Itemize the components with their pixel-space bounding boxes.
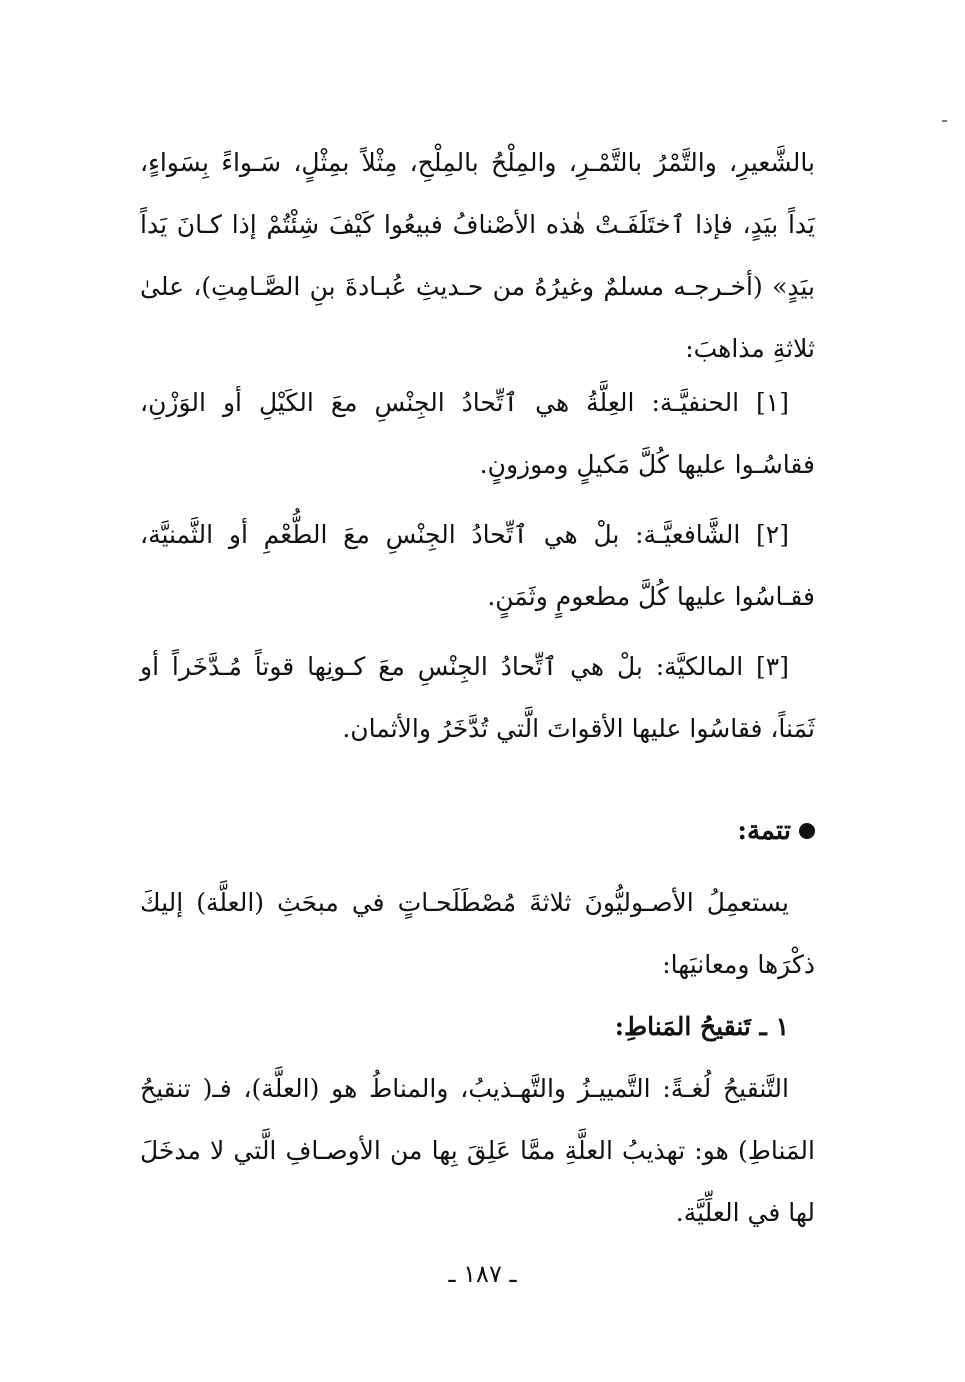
top-paragraph: بالشَّعيرِ، والتَّمْرُ بالتَّمْـرِ، والمِلْحُ بالمِلْحِ، مِثْلاً بمِثْلٍ، سَـواءً بِسَواءٍ، يَداً بيَدٍ، فإذا ٱختَلَفَـتْ هٰذه الأصْنافُ فبيعُوا كَيْفَ شِئْتُمْ إذا كـانَ يَداً بيَدٍ» (أخـرجـه مسلمٌ وغيرُهُ من حـديثِ عُبـادةَ بنِ الصَّـامِتِ)، علىٰ ثلاثةِ مذاهبَ: [140,148,815,363]
supplement-section [140,800,815,1244]
list-item-shafii: [٢] الشَّافعيَّـة: بلْ هي ٱتِّحادُ الجِنْسِ معَ الطُّعْمِ أو الثَّمنيَّة، فقـاسُوا عليها كُلَّ مطعومٍ وثَمَنٍ. [140,520,815,611]
supplement-intro: يستعمِلُ الأصـوليُّونَ ثلاثةَ مُصْطَلَحـاتٍ في مبحَثِ (العلَّة) إليكَ ذكْرَها ومعانيَها: [140,888,815,979]
list-item-maliki: [٣] المالكيَّة: بلْ هي ٱتِّحادُ الجِنْسِ معَ كـونِها قوتاً مُـدَّخَراً أو ثَمَناً، فقاسُوا عليها الأقواتَ الَّتي تُدَّخَرُ والأثمان. [140,652,815,743]
page-number: ـ ١٨٧ ـ [448,1260,517,1288]
scan-speck [942,120,947,122]
definition-paragraph: التَّنقيحُ لُغـةً: التَّمييـزُ والتَّهـذيبُ، والمناطُ هو (العلَّة)، فـ( تنقيحُ المَناطِ) هو: تهذيبُ العلَّةِ ممَّا عَلِقَ بِها من الأوصـافِ الَّتي لا مدخَلَ لها في العلِّيَّة. [140,1074,815,1227]
list-item-hanafi: [١] الحنفيَّـة: العِلَّةُ هي ٱتِّحادُ الجِنْسِ معَ الكَيْلِ أو الوَزْنِ، فقاسُـوا عليها كُلَّ مَكيلٍ وموزونٍ. [140,388,815,479]
bullet-icon [799,823,815,839]
section-heading-text: تتمة: [737,816,791,846]
section-heading [140,800,815,862]
subheading-tanqih: ١ ـ تَنقيحُ المَناطِ: [614,1012,789,1041]
top-paragraph-block [140,132,815,380]
schools-list [140,372,815,768]
